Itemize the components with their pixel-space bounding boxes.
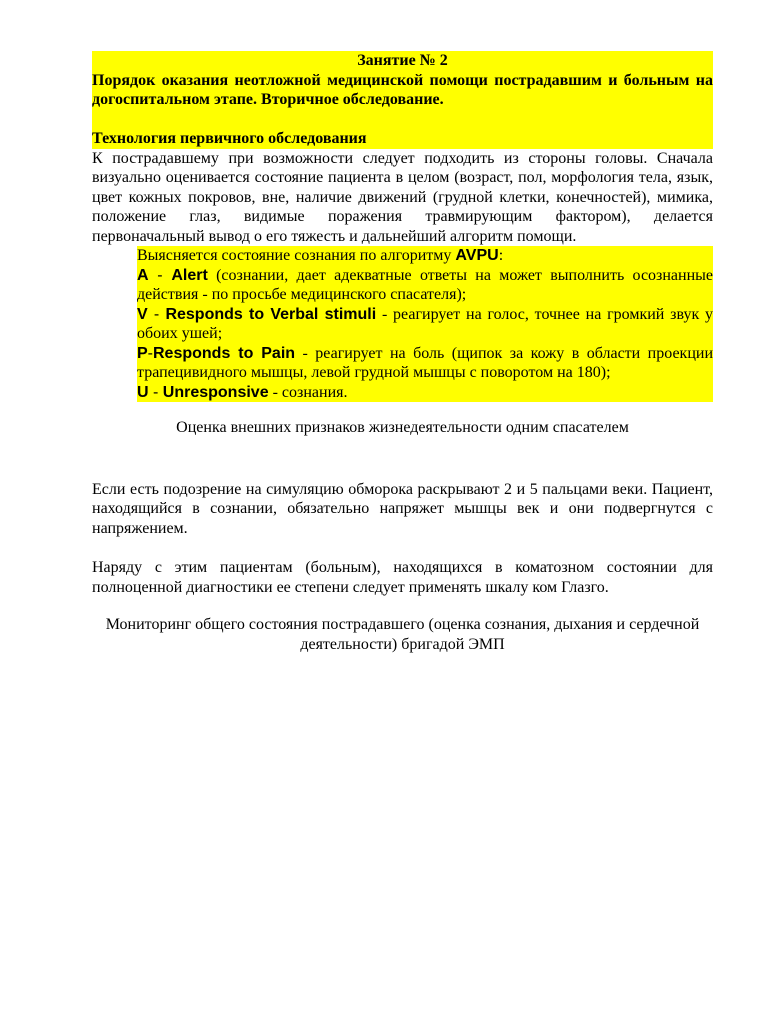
avpu-block <box>137 246 713 402</box>
avpu-item-u <box>137 383 713 403</box>
avpu-term: Unresponsive <box>162 383 269 401</box>
intro-paragraph: К пострадавшему при возможности следует подходить из стороны головы. Сначала визуально оценивается состояние пациента в целом (возраст, пол, морфология тела, язык, цвет кожных покровов, вне, наличие движений (грудной клетки, конечностей), мимика, положение глаз, видимые поражения травмирующим фактором), делается первоначальный вывод о его тяжесть и дальнейший алгоритм помощи. <box>92 149 713 245</box>
lesson-topic: Порядок оказания неотложной медицинской помощи пострадавшим и больным на догоспитальном этапе. Вторичное обследование. <box>92 71 713 108</box>
lesson-title: Занятие № 2 <box>357 52 448 69</box>
avpu-abbr: AVPU <box>455 247 499 264</box>
avpu-item-p <box>137 344 713 383</box>
avpu-sep: - <box>147 305 166 323</box>
avpu-lead-tail: : <box>498 247 504 264</box>
paragraph-glasgow-scale: Наряду с этим пациентам (больным), находящихся в коматозном состоянии для полноценной диагностики ее степени следует применять шкалу ком Глазго. <box>92 559 713 596</box>
avpu-term: Responds to Verbal stimuli <box>165 305 377 323</box>
avpu-letter: U <box>137 383 149 401</box>
avpu-sep: - <box>148 383 163 401</box>
avpu-desc: - реагирует на боль (щипок за кожу в области проекции трапецивидного мышцы, левой грудной мышцы с поворотом на 180); <box>137 344 713 381</box>
avpu-desc: - сознания. <box>268 383 348 401</box>
avpu-lead <box>137 246 713 266</box>
caption-monitoring: Мониторинг общего состояния пострадавшего (оценка сознания, дыхания и сердечной деятельности) бригадой ЭМП <box>105 616 700 653</box>
avpu-sep: - <box>148 266 172 284</box>
avpu-sep: - <box>147 344 153 362</box>
caption-external-signs: Оценка внешних признаков жизнедеятельности одним спасателем <box>176 419 629 436</box>
avpu-term: Alert <box>171 266 208 284</box>
avpu-term: Responds to Pain <box>153 344 296 362</box>
avpu-item-v <box>137 305 713 344</box>
blank-line <box>92 110 713 130</box>
avpu-letter: A <box>137 266 149 284</box>
avpu-letter: V <box>137 305 148 323</box>
avpu-desc: - реагирует на голос, точнее на громкий звук у обоих ушей; <box>137 305 714 342</box>
avpu-item-a <box>137 266 713 305</box>
avpu-lead-text: Выясняется состояние сознания по алгоритму <box>137 247 456 264</box>
section-title: Технология первичного обследования <box>92 130 367 147</box>
document-page <box>92 51 713 654</box>
header-highlight-block <box>92 51 713 149</box>
avpu-letter: P <box>137 344 148 362</box>
paragraph-syncope-simulation: Если есть подозрение на симуляцию обморока раскрывают 2 и 5 пальцами веки. Пациент, находящийся в сознании, обязательно напряжет мышцы век и они подвергнутся с напряжением. <box>92 480 713 537</box>
avpu-desc: (сознании, дает адекватные ответы на может выполнить осознанные действия - по просьбе медицинского спасателя); <box>137 266 714 303</box>
